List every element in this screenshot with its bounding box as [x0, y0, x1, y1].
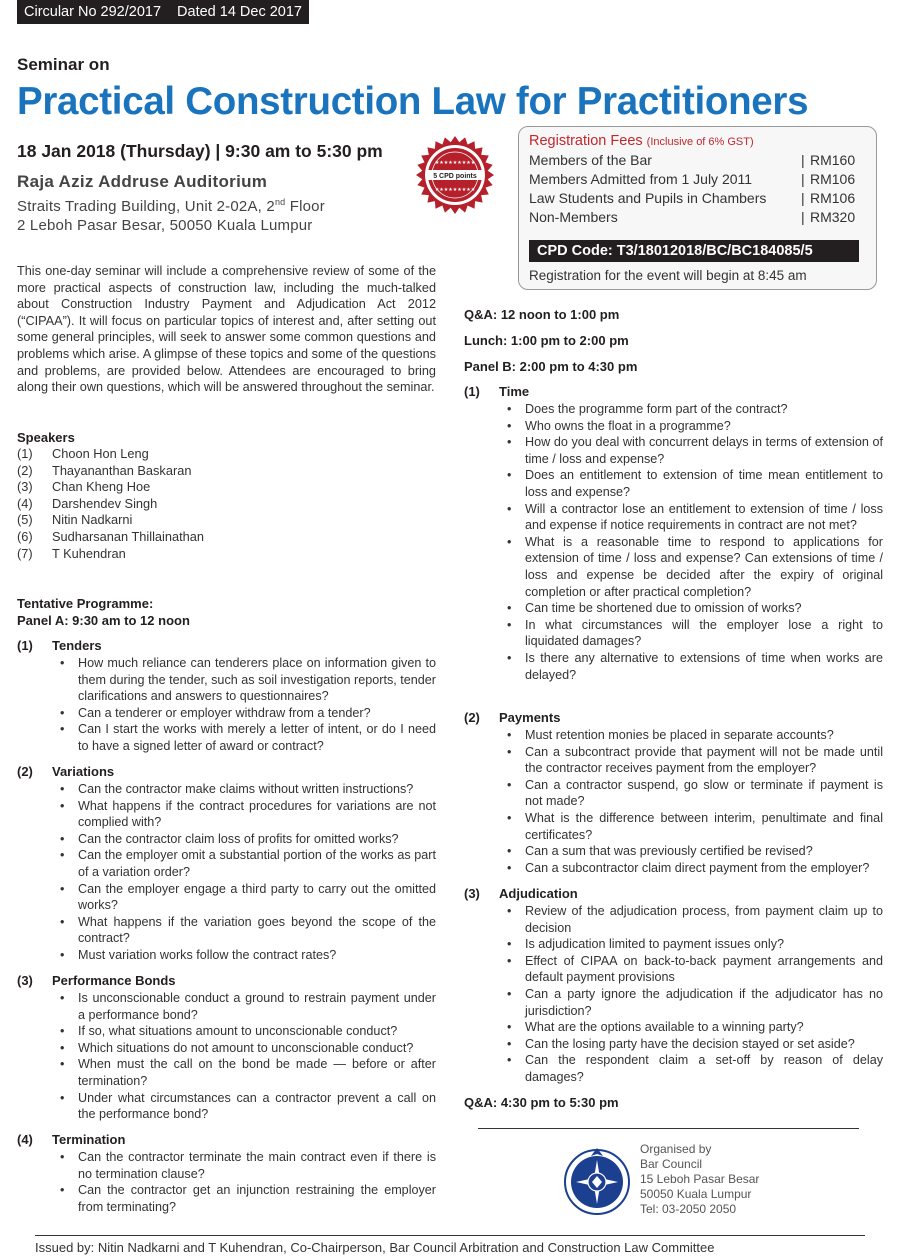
question-item: • Must retention monies be placed in separate accounts? [499, 727, 883, 744]
question-list [52, 655, 436, 755]
question-item: • If so, what situations amount to unconscionable conduct? [52, 1023, 436, 1040]
question-item: • Can a tenderer or employer withdraw from a tender? [52, 705, 436, 722]
lunch-session: Lunch: 1:00 pm to 2:00 pm [464, 333, 629, 348]
fee-separator: | [801, 152, 805, 168]
svg-text:★★★★★★★★★: ★★★★★★★★★ [434, 187, 476, 193]
section-title: Termination [52, 1132, 126, 1147]
question-item: • What happens if the variation goes beyond the scope of the contract? [52, 914, 436, 947]
section-heading [464, 710, 883, 727]
panel-a-time: Panel A: 9:30 am to 12 noon [17, 612, 190, 628]
organiser-line: Tel: 03-2050 2050 [640, 1202, 737, 1216]
section-number: (3) [464, 886, 480, 901]
question-item: • Does the programme form part of the contract? [499, 401, 883, 418]
cpd-code: CPD Code: T3/18012018/BC/BC184085/5 [529, 240, 859, 262]
speaker-name: Sudharsanan Thillainathan [52, 528, 205, 544]
speaker-number: (3) [17, 479, 33, 495]
question-list [499, 903, 883, 1086]
organiser-line: 50050 Kuala Lumpur [640, 1187, 752, 1201]
fee-label: Law Students and Pupils in Chambers [529, 190, 767, 206]
fee-amount: RM106 [810, 171, 856, 187]
question-item: • Effect of CIPAA on back-to-back payment arrangements and default payment provisions [499, 953, 883, 986]
question-item: • Is adjudication limited to payment issues only? [499, 936, 883, 953]
question-item: • When must the call on the bond be made — before or after termination? [52, 1056, 436, 1089]
cpd-badge-seal-icon [415, 135, 495, 215]
qa-session-1: Q&A: 12 noon to 1:00 pm [464, 307, 620, 322]
section-number: (1) [17, 638, 33, 653]
section-title: Variations [52, 764, 115, 779]
section-number: (4) [17, 1132, 33, 1147]
question-item: • Can the contractor make claims without written instructions? [52, 781, 436, 798]
question-list [52, 781, 436, 964]
question-item: • Review of the adjudication process, from payment claim up to decision [499, 903, 883, 936]
fee-amount: RM320 [810, 209, 856, 225]
question-list [52, 990, 436, 1123]
question-item: • Can a party ignore the adjudication if the adjudicator has no jurisdiction? [499, 986, 883, 1019]
question-item: • Can the employer omit a substantial portion of the works as part of a variation order? [52, 847, 436, 880]
question-item: • Can a subcontractor claim direct payment from the employer? [499, 860, 883, 877]
programme-section [17, 764, 436, 964]
qa-session-2: Q&A: 4:30 pm to 5:30 pm [464, 1095, 619, 1110]
programme-section [464, 886, 883, 1086]
venue-address [17, 193, 325, 235]
question-item: • Who owns the float in a programme? [499, 418, 883, 435]
section-heading [17, 638, 436, 655]
question-item: • In what circumstances will the employer lose a right to liquidated damages? [499, 617, 883, 650]
question-item: • Can the contractor get an injunction restraining the employer from terminating? [52, 1182, 436, 1215]
panel-b-time: Panel B: 2:00 pm to 4:30 pm [464, 359, 638, 374]
question-item: • Can a contractor suspend, go slow or terminate if payment is not made? [499, 777, 883, 810]
registration-fees-box [518, 126, 877, 290]
programme-section [464, 710, 883, 876]
question-item: • Must variation works follow the contract rates? [52, 947, 436, 964]
speakers-list [17, 446, 204, 562]
question-item: • Can the losing party have the decision stayed or set aside? [499, 1036, 883, 1053]
page-title: Practical Construction Law for Practitioners [17, 80, 809, 123]
section-number: (2) [464, 710, 480, 725]
fee-row [529, 152, 864, 168]
question-item: • Can time be shortened due to omission of works? [499, 600, 883, 617]
seminar-label: Seminar on [17, 55, 110, 74]
section-title: Tenders [52, 638, 102, 653]
programme-section [17, 1132, 436, 1215]
speaker-name: Nitin Nadkarni [52, 512, 133, 528]
speaker-number: (6) [17, 528, 33, 544]
speaker-name: Choon Hon Leng [52, 446, 149, 461]
section-heading [17, 764, 436, 781]
footer-divider [35, 1235, 865, 1236]
question-item: • How do you deal with concurrent delays in terms of extension of time / loss and expense? [499, 434, 883, 467]
speaker-item [17, 446, 204, 463]
programme-heading: Tentative Programme: Panel A: 9:30 am to 12 noon [17, 596, 190, 628]
question-item: • What is a reasonable time to respond to applications for extension of time / loss and expense? Can extensions of time / loss and expense be decided after the expiry of original completion or after practical completion? [499, 534, 883, 600]
speaker-number: (4) [17, 495, 33, 511]
question-item: • Can a sum that was previously certified be revised? [499, 843, 883, 860]
speaker-item [17, 546, 204, 563]
question-item: • What happens if the contract procedures for variations are not complied with? [52, 798, 436, 831]
section-title: Time [499, 384, 530, 399]
section-heading [17, 973, 436, 990]
intro-paragraph: This one-day seminar will include a comprehensive review of some of the more practical aspects of construction law, including the much-talked about Construction Industry Payment and Adjudication Act 2012 (“CIPAA”). It will focus on particular topics of interest and, after setting out some general principles, will seek to answer some common questions and problems which arise. A glimpse of these topics and some of the questions and problems, are provided below. Attendees are encouraged to bring along their own questions, which will be answered throughout the seminar. [17, 264, 436, 395]
organiser-line: Organised by [640, 1142, 712, 1156]
fee-separator: | [801, 171, 805, 187]
speaker-name: T Kuhendran [52, 545, 126, 561]
organiser-line: Bar Council [640, 1157, 703, 1171]
question-item: • Does an entitlement to extension of time mean entitlement to loss and expense? [499, 467, 883, 500]
circular-bar [17, 0, 309, 24]
speaker-item [17, 496, 204, 513]
section-heading [464, 384, 883, 401]
circular-number: Circular No 292/2017 [24, 4, 162, 20]
question-item: • Can I start the works with merely a letter of intent, or do I need to have a signed letter of award or contract? [52, 721, 436, 754]
fee-label: Members Admitted from 1 July 2011 [529, 171, 753, 187]
fee-label: Non-Members [529, 209, 618, 225]
question-item: • How much reliance can tenderers place on information given to them during the tender, such as soil investigation reports, tender clarifications and answers to questionnaires? [52, 655, 436, 705]
question-item: • What are the options available to a winning party? [499, 1019, 883, 1036]
speaker-number: (1) [17, 446, 33, 461]
circular-date: Dated 14 Dec 2017 [177, 4, 302, 20]
registration-fees-title: Registration Fees (Inclusive of 6% GST) [529, 133, 754, 149]
section-heading [464, 886, 883, 903]
fee-separator: | [801, 190, 805, 206]
question-item: • Will a contractor lose an entitlement to extension of time / loss and expense if notice requirements in contract are not met? [499, 501, 883, 534]
section-number: (1) [464, 384, 480, 399]
speaker-number: (7) [17, 545, 33, 561]
section-number: (3) [17, 973, 33, 988]
question-item: • Can the contractor claim loss of profits for omitted works? [52, 831, 436, 848]
event-date-time: 18 Jan 2018 (Thursday) | 9:30 am to 5:30 pm [17, 141, 383, 161]
bar-council-logo-icon [562, 1140, 632, 1220]
section-number: (2) [17, 764, 33, 779]
section-heading [17, 1132, 436, 1149]
fee-row [529, 171, 864, 187]
question-list [499, 727, 883, 876]
fee-row [529, 190, 864, 206]
section-title: Adjudication [499, 886, 578, 901]
speaker-number: (5) [17, 512, 33, 528]
programme-section [464, 384, 883, 683]
question-list [52, 1149, 436, 1215]
speakers-heading: Speakers [17, 430, 75, 445]
question-item: • Is unconscionable conduct a ground to restrain payment under a performance bond? [52, 990, 436, 1023]
question-item: • Is there any alternative to extensions of time when works are delayed? [499, 650, 883, 683]
question-item: • Under what circumstances can a contractor prevent a call on the performance bond? [52, 1090, 436, 1123]
speaker-name: Thayananthan Baskaran [52, 462, 192, 478]
question-item: • Can the contractor terminate the main contract even if there is no termination clause? [52, 1149, 436, 1182]
cpd-badge-text: 5 CPD points [433, 173, 477, 180]
fee-label: Members of the Bar [529, 152, 652, 168]
fee-amount: RM106 [810, 190, 856, 206]
question-item: • What is the difference between interim, penultimate and final certificates? [499, 810, 883, 843]
speaker-item [17, 463, 204, 480]
programme-section [17, 638, 436, 755]
venue-address-line-1: Straits Trading Building, Unit 2-02A, 2nd Floor [17, 197, 325, 215]
programme-section [17, 973, 436, 1123]
question-list [499, 401, 883, 683]
fee-separator: | [801, 209, 805, 225]
speaker-name: Chan Kheng Hoe [52, 479, 151, 495]
divider [478, 1128, 859, 1129]
fee-row [529, 209, 864, 225]
question-item: • Can the employer engage a third party to carry out the omitted works? [52, 881, 436, 914]
question-item: • Which situations do not amount to unconscionable conduct? [52, 1040, 436, 1057]
speaker-name: Darshendev Singh [52, 495, 158, 511]
svg-text:★★★★★★★★★: ★★★★★★★★★ [434, 160, 476, 166]
issued-by: Issued by: Nitin Nadkarni and T Kuhendran, Co-Chairperson, Bar Council Arbitration and Construction Law Committee [35, 1240, 715, 1255]
fee-amount: RM160 [810, 152, 856, 168]
organiser-info [640, 1142, 759, 1217]
registration-note: Registration for the event will begin at 8:45 am [529, 268, 807, 283]
section-title: Performance Bonds [52, 973, 176, 988]
question-item: • Can a subcontract provide that payment will not be made until the contractor receives payment from the employer? [499, 744, 883, 777]
speaker-item [17, 479, 204, 496]
speaker-item [17, 512, 204, 529]
speaker-item [17, 529, 204, 546]
question-item: • Can the respondent claim a set-off by reason of delay damages? [499, 1052, 883, 1085]
section-title: Payments [499, 710, 561, 725]
venue-name: Raja Aziz Addruse Auditorium [17, 172, 268, 191]
speaker-number: (2) [17, 462, 33, 478]
venue-address-line-2: 2 Leboh Pasar Besar, 50050 Kuala Lumpur [17, 217, 313, 234]
organiser-line: 15 Leboh Pasar Besar [640, 1172, 760, 1186]
